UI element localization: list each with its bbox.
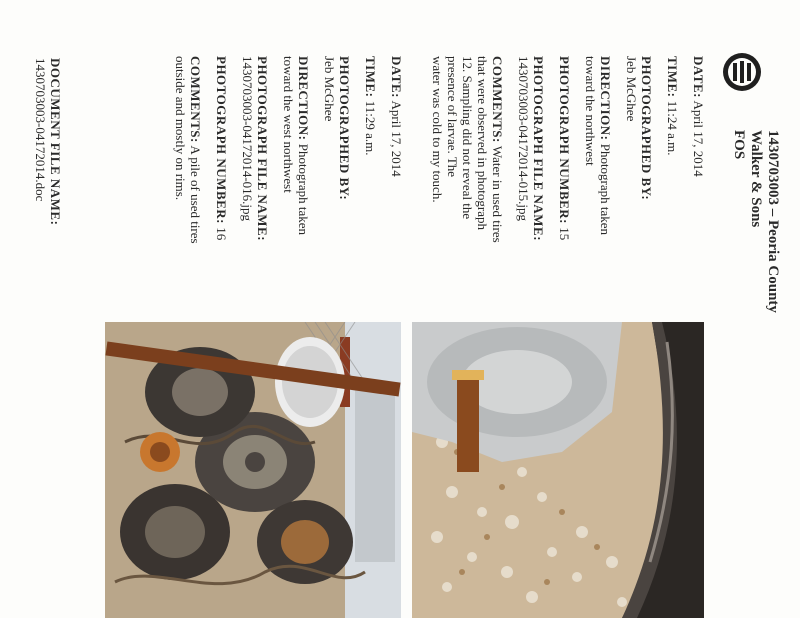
date-label: DATE: [389,56,404,98]
date-label: DATE: [691,56,706,98]
photo-info-block-15 [430,56,706,243]
time-label: TIME: [665,56,680,98]
direction-value-line2: toward the west northwest [281,56,296,193]
document-file-name-block [33,58,63,225]
photograph-16 [105,322,401,618]
comments-line: Water in used tires [490,145,505,243]
comments-line: outside and mostly on rims. [173,56,188,201]
comments-line: A pile of used tires [188,145,203,244]
direction-value-line2: toward the northwest [583,56,598,166]
photograph-15 [412,322,704,618]
photo-number-label: PHOTOGRAPH NUMBER: [557,56,572,225]
photographed-by-value: Jeb McGhee [624,56,639,122]
direction-label: DIRECTION: [296,56,311,141]
header-title-line3: FOS [731,130,747,160]
photo-number-value: 16 [214,227,229,241]
document-file-name-label: DOCUMENT FILE NAME: [48,58,63,226]
comments-label: COMMENTS: [188,56,203,143]
photo-file-name-value: 1430703003-04172014-016.jpg [240,56,255,222]
photo-number-value: 15 [557,227,572,241]
time-value: 11:24 a.m. [665,100,680,156]
photo-file-name-value: 1430703003-04172014-015.jpg [516,56,531,222]
agency-logo-icon [722,52,762,92]
photo-info-block-16 [173,56,404,244]
direction-value-line1: Photograph taken [296,143,311,236]
direction-label: DIRECTION: [598,56,613,141]
photo-number-label: PHOTOGRAPH NUMBER: [214,56,229,225]
document-header [730,130,781,313]
direction-value-line1: Photograph taken [598,143,613,236]
document-file-name-value: 1430703003-04172014.doc [33,58,48,202]
comments-line: 12. Sampling did not reveal the [460,56,475,220]
comments-line: that were observed in photograph [475,56,490,231]
time-label: TIME: [363,56,378,98]
header-title-line2: Walker & Sons [748,130,764,228]
photographed-by-label: PHOTOGRAPHED BY: [337,56,352,201]
photo-file-name-label: PHOTOGRAPH FILE NAME: [531,56,546,242]
comments-line: presence of larvae. The [445,56,460,178]
photographed-by-label: PHOTOGRAPHED BY: [639,56,654,201]
photographed-by-value: Jeb McGhee [322,56,337,122]
photo-file-name-label: PHOTOGRAPH FILE NAME: [255,56,270,242]
date-value: April 17, 2014 [691,100,706,177]
time-value: 11:29 a.m. [363,100,378,156]
comments-label: COMMENTS: [490,56,505,143]
header-title-line1: 1430703003 – Peoria County [765,130,781,313]
comments-line: water was cold to my touch. [430,56,445,203]
date-value: April 17, 2014 [389,100,404,177]
